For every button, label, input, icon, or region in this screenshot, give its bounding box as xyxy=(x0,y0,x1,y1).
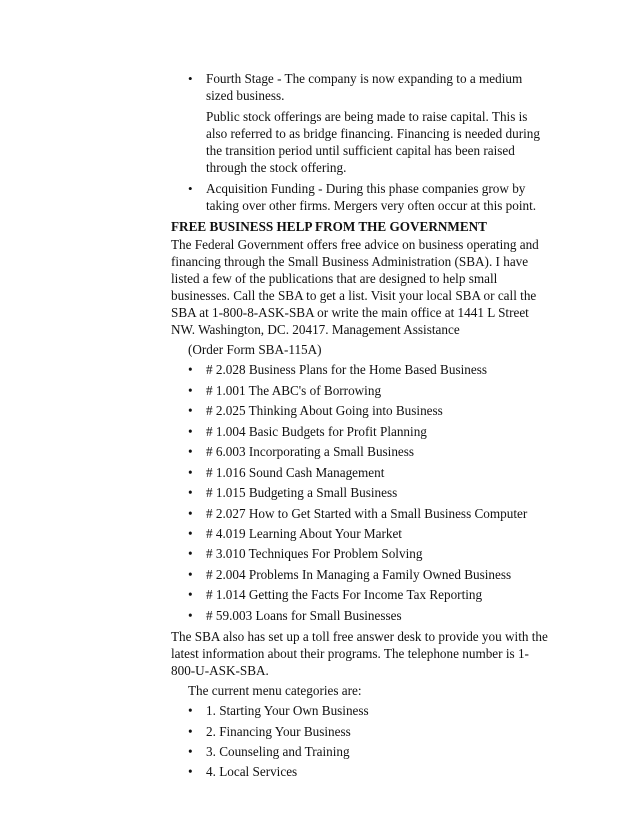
publication-item-text: # 1.001 The ABC's of Borrowing xyxy=(206,382,382,398)
answer-desk-paragraph: The SBA also has set up a toll free answer desk to provide you with the latest information about their programs. The telephone number is 1-800-U-ASK-SBA. xyxy=(171,628,548,678)
bullet-icon: • xyxy=(188,723,193,739)
publication-item xyxy=(171,382,551,399)
bullet-icon: • xyxy=(188,403,193,419)
order-form-label: (Order Form SBA-115A) xyxy=(188,342,322,357)
fourth-stage-text: Fourth Stage - The company is now expanding to a medium sized business. xyxy=(206,71,523,103)
publication-item xyxy=(171,464,551,481)
menu-category-item xyxy=(171,763,551,780)
bullet-icon: • xyxy=(188,764,193,780)
page-content xyxy=(171,70,551,780)
publication-item xyxy=(171,361,551,378)
bullet-acquisition xyxy=(171,180,551,214)
publication-item xyxy=(171,484,551,501)
bullet-icon: • xyxy=(188,607,193,623)
publication-item xyxy=(171,586,551,603)
menu-category-list xyxy=(171,702,551,780)
publication-list xyxy=(171,361,551,623)
bullet-icon: • xyxy=(188,382,193,398)
menu-label: The current menu categories are: xyxy=(188,682,362,698)
publication-item xyxy=(171,525,551,542)
bullet-icon: • xyxy=(188,485,193,501)
publication-item-text: # 1.004 Basic Budgets for Profit Planning xyxy=(206,423,427,439)
publication-item-text: # 3.010 Techniques For Problem Solving xyxy=(206,546,423,562)
bullet-icon: • xyxy=(188,444,193,460)
publication-item-text: # 2.004 Problems In Managing a Family Owned Business xyxy=(206,566,512,582)
publication-item xyxy=(171,566,551,583)
bullet-icon: • xyxy=(188,546,193,562)
publication-item xyxy=(171,402,551,419)
menu-category-item-text: 2. Financing Your Business xyxy=(206,723,351,739)
publication-item-text: # 2.025 Thinking About Going into Business xyxy=(206,403,443,419)
intro-paragraph: The Federal Government offers free advice on business operating and financing through the Small Business Administration (SBA). I have listed a few of the publications that are designed to help small businesses. Call the SBA to get a list. Visit your local SBA or call the SBA at 1-800-8-ASK-SBA or write the main office at 1441 L Street NW. Washington, DC. 20417. Management Assistance xyxy=(171,237,539,337)
bullet-icon: • xyxy=(188,505,193,521)
menu-category-item-text: 3. Counseling and Training xyxy=(206,744,350,759)
bullet-icon: • xyxy=(188,423,193,439)
bullet-fourth-stage xyxy=(171,70,551,104)
publication-item-text: # 2.027 How to Get Started with a Small Business Computer xyxy=(206,505,528,521)
publication-item xyxy=(171,607,551,624)
publication-item xyxy=(171,505,551,522)
bullet-icon: • xyxy=(188,587,193,603)
publication-item-text: # 6.003 Incorporating a Small Business xyxy=(206,444,415,460)
publication-item xyxy=(171,443,551,460)
bullet-icon: • xyxy=(188,464,193,480)
menu-category-item xyxy=(171,702,551,719)
publication-item-text: # 4.019 Learning About Your Market xyxy=(206,525,402,541)
section-heading: FREE BUSINESS HELP FROM THE GOVERNMENT xyxy=(171,219,487,234)
publication-item-text: # 1.016 Sound Cash Management xyxy=(206,464,385,480)
bullet-icon: • xyxy=(188,744,193,759)
bullet-icon: • xyxy=(188,71,193,86)
acquisition-text: Acquisition Funding - During this phase companies grow by taking over other firms. Mergers very often occur at this point. xyxy=(206,181,537,213)
bullet-icon: • xyxy=(188,362,193,378)
menu-category-item xyxy=(171,723,551,740)
publication-item-text: # 59.003 Loans for Small Businesses xyxy=(206,607,402,623)
bullet-icon: • xyxy=(188,525,193,541)
publication-item-text: # 1.015 Budgeting a Small Business xyxy=(206,485,398,501)
menu-category-item xyxy=(171,743,551,760)
publication-item-text: # 1.014 Getting the Facts For Income Tax Reporting xyxy=(206,587,483,603)
bullet-icon: • xyxy=(188,703,193,719)
menu-category-item-text: 4. Local Services xyxy=(206,764,298,780)
publication-item-text: # 2.028 Business Plans for the Home Based Business xyxy=(206,362,487,378)
fourth-stage-note: Public stock offerings are being made to raise capital. This is also referred to as bridge financing. Financing is needed during the transition period until sufficient capital has been raised through the stock offering. xyxy=(206,109,540,175)
publication-item xyxy=(171,423,551,440)
menu-category-item-text: 1. Starting Your Own Business xyxy=(206,703,369,719)
publication-item xyxy=(171,545,551,562)
bullet-icon: • xyxy=(188,566,193,582)
bullet-icon: • xyxy=(188,181,193,196)
